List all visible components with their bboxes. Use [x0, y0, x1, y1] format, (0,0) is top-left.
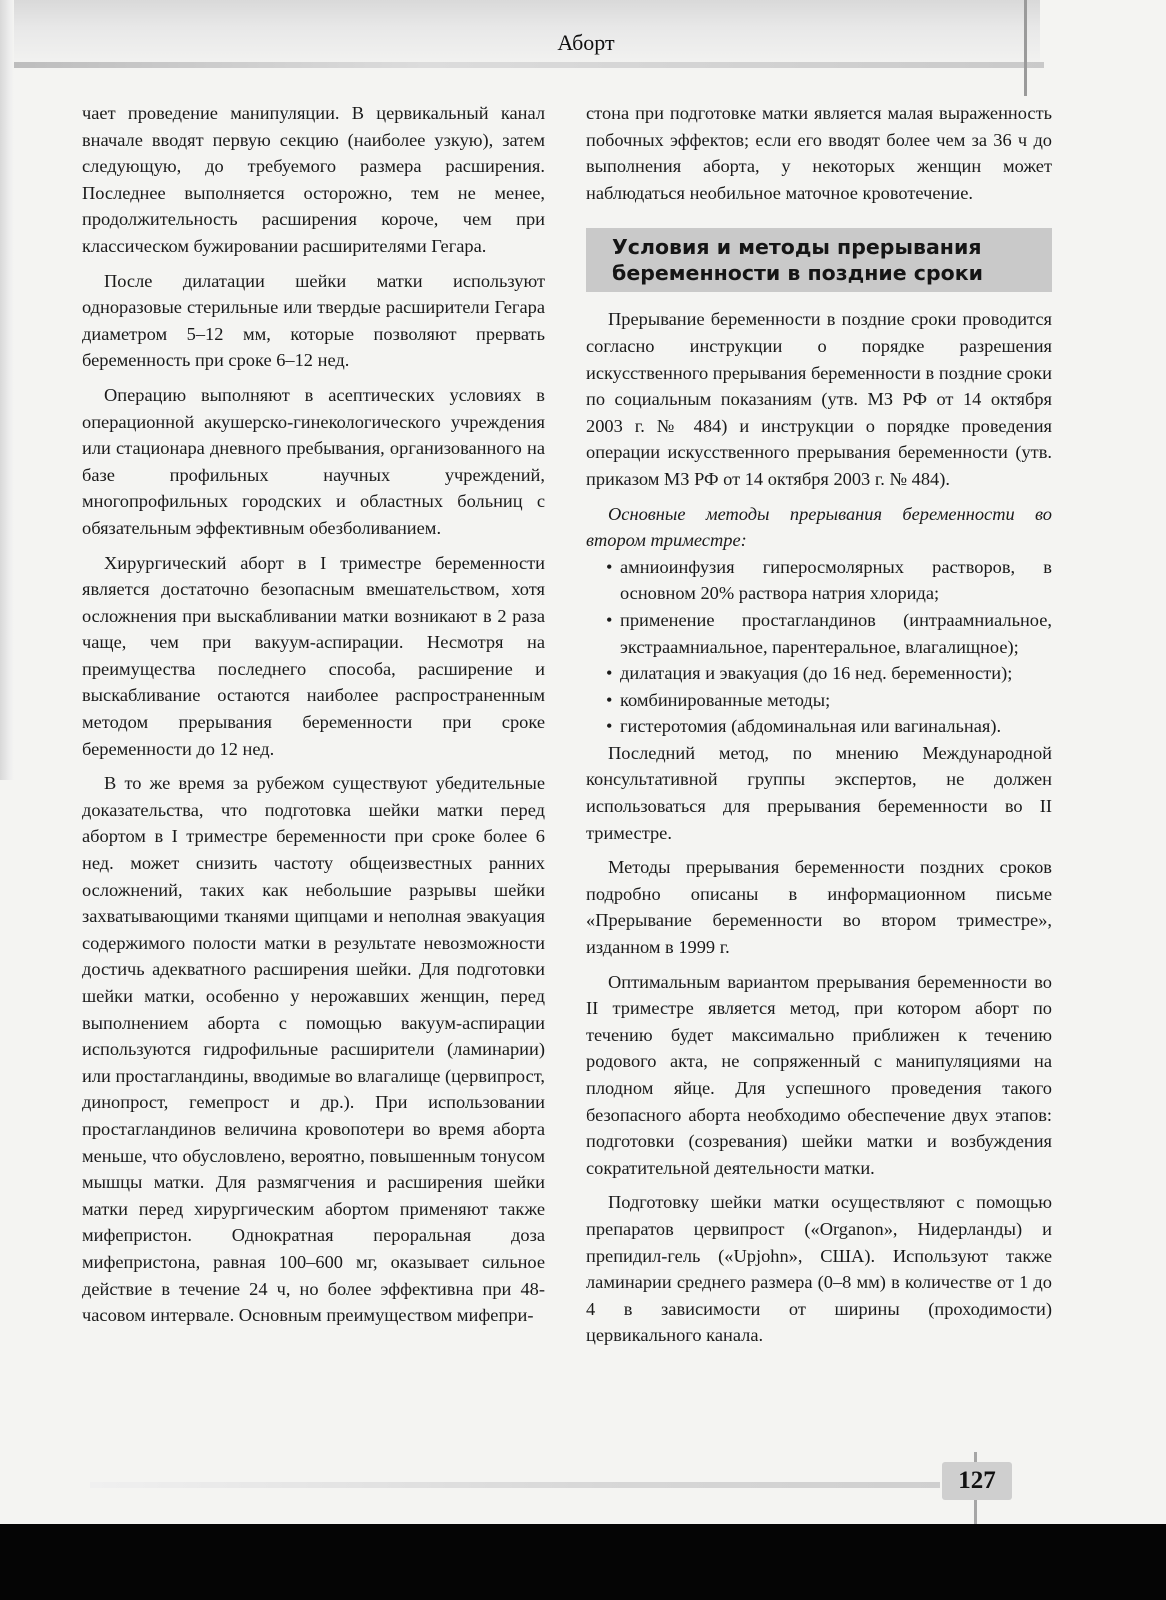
- paragraph: Оптимальным вариантом прерывания беременности во II триместре является метод, при котором аборт по течению будет максимально приближен к течению родового акта, не сопряженный с манипуляциями на плодном яйце. Для успешного проведения такого безопасного аборта необходимо обеспечение двух этапов: подготовки (созревания) шейки матки и возбуждения сократительной деятельности матки.: [586, 971, 1052, 1178]
- list-item: • гистеротомия (абдоминальная или вагинальная).: [606, 713, 1052, 740]
- methods-intro: Основные методы прерывания беременности во втором триместре:: [586, 503, 1052, 551]
- paragraph: чает проведение манипуляции. В цервикальный канал вначале вводят первую секцию (наиболее узкую), затем следующую, до требуемого размера расширения. Последнее выполняется осторожно, тем не менее, продолжительность расширения короче, чем при классическом бужировании расширителями Гегара.: [82, 103, 545, 256]
- right-column: [586, 100, 1052, 1349]
- left-column: [82, 100, 545, 1329]
- scan-bottom-band: [0, 1524, 1166, 1600]
- methods-list: [586, 554, 1052, 740]
- section-heading: Условия и методы прерывания беременности в поздние сроки: [586, 228, 1052, 292]
- list-item: • амниоинфузия гиперосмолярных растворов, в основном 20% раствора натрия хлорида;: [606, 554, 1052, 607]
- paragraph: Последний метод, по мнению Международной консультативной группы экспертов, не должен использоваться для прерывания беременности во II триместре.: [586, 742, 1052, 843]
- running-title: Аборт: [557, 30, 615, 55]
- paragraph: Операцию выполняют в асептических условиях в операционной акушерско-гинекологического учреждения или стационара дневного пребывания, организованного на базе профильных научных учреждений, многопрофильных городских и областных больниц с обязательным эффективным обезболиванием.: [82, 384, 545, 538]
- paragraph: После дилатации шейки матки используют одноразовые стерильные или твердые расширители Гегара диаметром 5–12 мм, которые позволяют прервать беременность при сроке 6–12 нед.: [82, 270, 545, 371]
- paragraph: стона при подготовке матки является малая выраженность побочных эффектов; если его вводят более чем за 36 ч до выполнения аборта, у некоторых женщин может наблюдаться необильное маточное кровотечение.: [586, 103, 1052, 203]
- footer-rule: [90, 1482, 940, 1488]
- scan-shadow-left: [0, 0, 14, 780]
- page-number: 127: [958, 1467, 996, 1494]
- paragraph: Прерывание беременности в поздние сроки проводится согласно инструкции о порядке разрешения искусственного прерывания беременности в поздние сроки по социальным показаниям (утв. МЗ РФ от 14 октября 2003 г. № 484) и инструкции о порядке проведения операции искусственного прерывания беременности (утв. приказом МЗ РФ от 14 октября 2003 г. № 484).: [586, 309, 1052, 489]
- list-item: • дилатация и эвакуация (до 16 нед. беременности);: [606, 660, 1052, 687]
- paragraph: Хирургический аборт в I триместре беременности является достаточно безопасным вмешательством, хотя осложнения при выскабливании матки возникают в 2 раза чаще, чем при вакуум-аспирации. Несмотря на преимущества последнего способа, расширение и выскабливание остаются наиболее распространенным методом прерывания беременности при сроке беременности до 12 нед.: [82, 552, 545, 759]
- list-item: • применение простагландинов (интраамниальное, экстраамниальное, парентеральное, влагалищное);: [606, 607, 1052, 660]
- paragraph: В то же время за рубежом существуют убедительные доказательства, что подготовка шейки матки перед абортом в I триместре беременности при сроке более 6 нед. может снизить частоту общеизвестных ранних осложнений, таких как небольшие разрывы шейки захватывающими тканями щипцами и неполная эвакуация содержимого полости матки в результате невозможности достичь адекватного расширения шейки. Для подготовки шейки матки, особенно у нерожавших женщин, перед выполнением аборта с помощью вакуум-аспирации используются гидрофильные расширители (ламинарии) или простагландины, вводимые во влагалище (цервипрост, динопрост, гемепрост и др.). При использовании простагландинов величина кровопотери во время аборта меньше, что обусловлено, вероятно, повышенным тонусом мышцы матки. Для размягчения и расширения шейки матки перед хирургическим абортом применяют также мифепристон. Однократная пероральная доза мифепристона, равная 100–600 мг, оказывает сильное действие в течение 24 ч, но более эффективна при 48-часовом интервале. Основным преимуществом мифепри-: [82, 773, 545, 1326]
- header-divider: [1024, 0, 1027, 96]
- header-rule: [14, 62, 1044, 68]
- paragraph: Подготовку шейки матки осуществляют с помощью препаратов цервипрост («Organon», Нидерланды) и препидил-гель («Upjohn», США). Используют также ламинарии среднего размера (0–8 мм) в количестве от 1 до 4 в зависимости от ширины (проходимости) цервикального канала.: [586, 1192, 1052, 1346]
- list-item: • комбинированные методы;: [606, 687, 1052, 714]
- paragraph: Методы прерывания беременности поздних сроков подробно описаны в информационном письме «Прерывание беременности во втором триместре», изданном в 1999 г.: [586, 857, 1052, 958]
